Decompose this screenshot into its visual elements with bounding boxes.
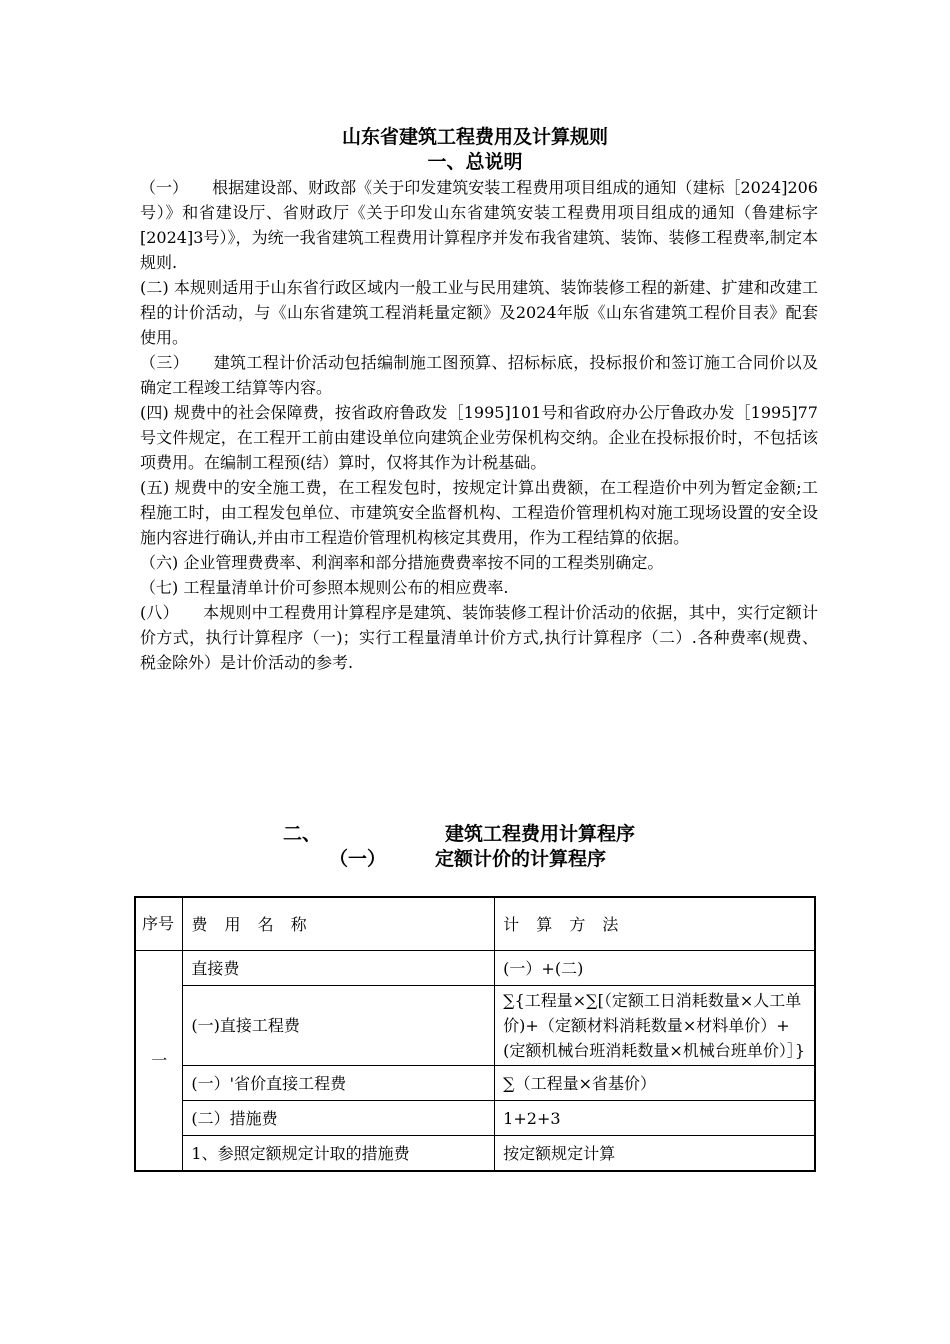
paragraph-6: （六) 企业管理费费率、利润率和部分措施费费率按不同的工程类别确定。 bbox=[140, 553, 664, 572]
fee-name: 直接费 bbox=[183, 951, 495, 986]
table-header-row bbox=[135, 897, 815, 951]
table-row bbox=[135, 1066, 815, 1101]
fee-method: 1+2+3 bbox=[495, 1101, 815, 1136]
section-2-number: 二、 bbox=[283, 823, 322, 845]
fee-name: 1、参照定额规定计取的措施费 bbox=[183, 1136, 495, 1172]
fee-name: (一)直接工程费 bbox=[183, 986, 495, 1066]
document-title: 山东省建筑工程费用及计算规则 bbox=[341, 126, 608, 148]
fee-method: (一）+(二) bbox=[495, 951, 815, 986]
paragraph-5: (五) 规费中的安全施工费，在工程发包时，按规定计算出费额，在工程造价中列为暂定金额;工程施工时，由工程发包单位、市建筑安全监督机构、工程造价管理机构对施工现场设置的安全设施内容进行确认,并由市工程造价管理机构核定其费用，作为工程结算的依据。 bbox=[140, 478, 818, 547]
table-row bbox=[135, 951, 815, 986]
section-2-title: 建筑工程费用计算程序 bbox=[445, 823, 636, 845]
paragraph-1: （一） 根据建设部、财政部《关于印发建筑安装工程费用项目组成的通知（建标［2024]206号）》和省建设厅、省财政厅《关于印发山东省建筑安装工程费用项目组成的通知（鲁建标字[2024]3号）》，为统一我省建筑工程费用计算程序并发布我省建筑、装饰、装修工程费率,制定本规则. bbox=[140, 178, 818, 272]
paragraph-3: （三） 建筑工程计价活动包括编制施工图预算、招标标底，投标报价和签订施工合同价以及确定工程竣工结算等内容。 bbox=[140, 353, 818, 397]
fee-method: ∑（工程量×省基价） bbox=[495, 1066, 815, 1101]
paragraph-7: （七) 工程量清单计价可参照本规则公布的相应费率. bbox=[140, 578, 509, 597]
paragraph-2: (二) 本规则适用于山东省行政区域内一般工业与民用建筑、装饰装修工程的新建、扩建和改建工程的计价活动，与《山东省建筑工程消耗量定额》及2024年版《山东省建筑工程价目表》配套使用。 bbox=[140, 278, 818, 347]
general-notes bbox=[140, 175, 818, 675]
fee-name: (一）'省价直接工程费 bbox=[183, 1066, 495, 1101]
paragraph-4: (四) 规费中的社会保障费，按省政府鲁政发［1995]101号和省政府办公厅鲁政办发［1995]77号文件规定，在工程开工前由建设单位向建筑企业劳保机构交纳。企业在投标报价时，不包括该项费用。在编制工程预(结）算时，仅将其作为计税基础。 bbox=[140, 403, 818, 472]
subsection-number: （一） bbox=[329, 848, 387, 870]
header-name: 费 用 名 称 bbox=[183, 897, 495, 951]
header-no: 序号 bbox=[135, 897, 183, 951]
fee-method: ∑{工程量×∑[（定额工日消耗数量×人工单价)+（定额材料消耗数量×材料单价）+(定额机械台班消耗数量×机械台班单价）］} bbox=[495, 986, 815, 1066]
header-method: 计 算 方 法 bbox=[495, 897, 815, 951]
table-row bbox=[135, 1136, 815, 1172]
document-subtitle: 一、总说明 bbox=[427, 151, 523, 173]
subsection-title: 定额计价的计算程序 bbox=[435, 848, 607, 870]
fee-method: 按定额规定计算 bbox=[495, 1136, 815, 1172]
group-number: 一 bbox=[135, 951, 183, 1172]
paragraph-8: (八） 本规则中工程费用计算程序是建筑、装饰装修工程计价活动的依据，其中，实行定额计价方式，执行计算程序（一)；实行工程量清单计价方式,执行计算程序（二）.各种费率(规费、税金除外）是计价活动的参考. bbox=[140, 603, 818, 672]
table-row bbox=[135, 1101, 815, 1136]
table-row bbox=[135, 986, 815, 1066]
fee-name: (二）措施费 bbox=[183, 1101, 495, 1136]
fee-calculation-table bbox=[134, 896, 816, 1172]
